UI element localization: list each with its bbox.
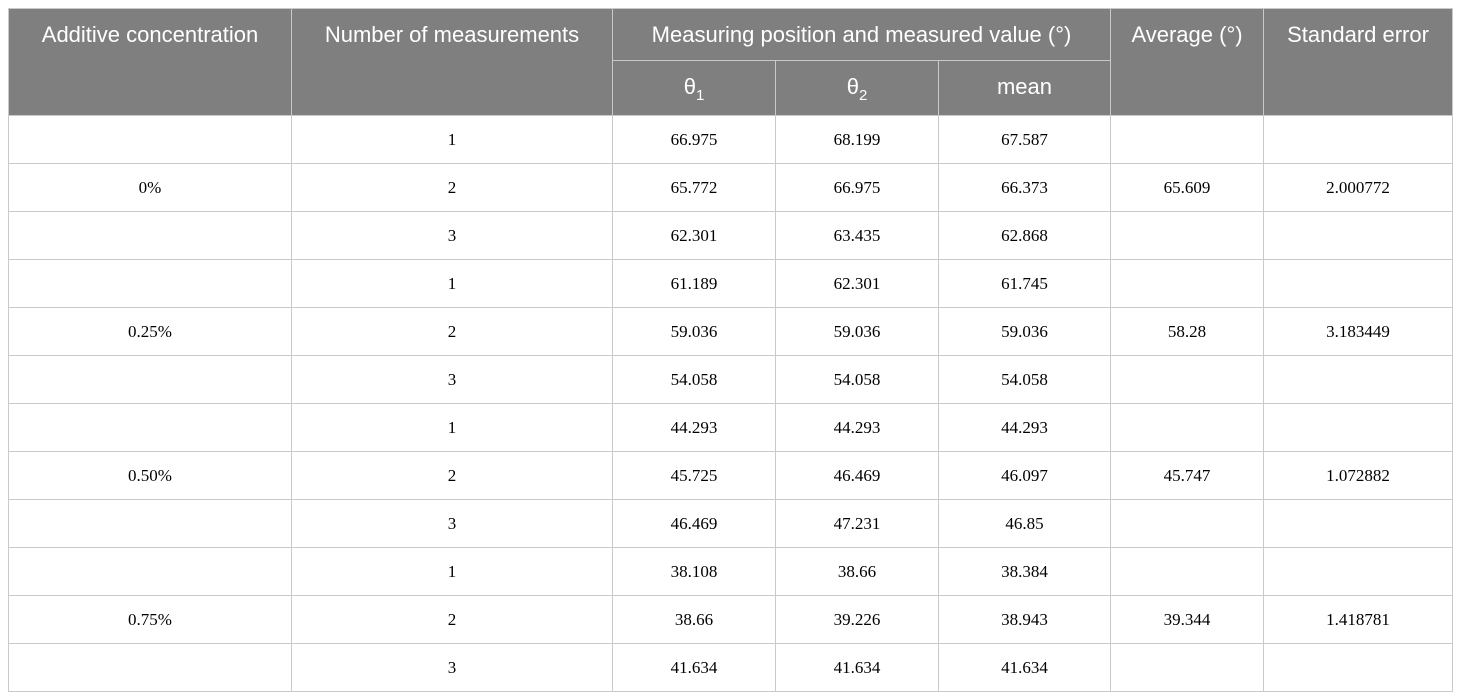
- cell-measurement-number: 2: [292, 596, 613, 644]
- cell-measurement-number: 1: [292, 548, 613, 596]
- cell-mean: 46.097: [939, 452, 1111, 500]
- header-theta1: [613, 61, 776, 116]
- cell-concentration: [9, 212, 292, 260]
- cell-measurement-number: 2: [292, 164, 613, 212]
- cell-theta1: 41.634: [613, 644, 776, 692]
- cell-measurement-number: 3: [292, 500, 613, 548]
- cell-mean: 41.634: [939, 644, 1111, 692]
- cell-theta1: 62.301: [613, 212, 776, 260]
- cell-standard-error: 2.000772: [1264, 164, 1453, 212]
- cell-theta1: 61.189: [613, 260, 776, 308]
- cell-standard-error: [1264, 260, 1453, 308]
- cell-theta1: 38.66: [613, 596, 776, 644]
- cell-average: [1111, 548, 1264, 596]
- theta2-symbol: θ: [846, 74, 859, 99]
- measurement-table: [8, 8, 1453, 692]
- cell-theta2: 68.199: [776, 116, 939, 164]
- cell-standard-error: [1264, 644, 1453, 692]
- cell-average: [1111, 116, 1264, 164]
- cell-theta1: 66.975: [613, 116, 776, 164]
- table-row: [9, 260, 1453, 308]
- cell-mean: 46.85: [939, 500, 1111, 548]
- cell-concentration: 0.50%: [9, 452, 292, 500]
- table-row: [9, 404, 1453, 452]
- cell-theta2: 54.058: [776, 356, 939, 404]
- table-row: [9, 548, 1453, 596]
- cell-average: 65.609: [1111, 164, 1264, 212]
- cell-average: 39.344: [1111, 596, 1264, 644]
- header-measuring-position: Measuring position and measured value (°): [613, 9, 1111, 61]
- cell-theta2: 39.226: [776, 596, 939, 644]
- cell-concentration: [9, 116, 292, 164]
- theta1-symbol: θ: [683, 74, 696, 99]
- cell-concentration: 0%: [9, 164, 292, 212]
- cell-theta1: 65.772: [613, 164, 776, 212]
- cell-standard-error: [1264, 212, 1453, 260]
- cell-average: [1111, 500, 1264, 548]
- cell-standard-error: [1264, 404, 1453, 452]
- table-row: [9, 212, 1453, 260]
- table-row: [9, 500, 1453, 548]
- cell-concentration: [9, 260, 292, 308]
- cell-average: 45.747: [1111, 452, 1264, 500]
- table-row: [9, 308, 1453, 356]
- header-mean: mean: [939, 61, 1111, 116]
- cell-theta1: 46.469: [613, 500, 776, 548]
- cell-mean: 67.587: [939, 116, 1111, 164]
- table-row: [9, 644, 1453, 692]
- cell-measurement-number: 3: [292, 212, 613, 260]
- header-additive-concentration: Additive concentration: [9, 9, 292, 116]
- cell-average: [1111, 404, 1264, 452]
- cell-measurement-number: 3: [292, 644, 613, 692]
- cell-measurement-number: 2: [292, 308, 613, 356]
- cell-theta1: 54.058: [613, 356, 776, 404]
- cell-mean: 54.058: [939, 356, 1111, 404]
- cell-mean: 66.373: [939, 164, 1111, 212]
- cell-theta2: 62.301: [776, 260, 939, 308]
- cell-mean: 38.943: [939, 596, 1111, 644]
- cell-standard-error: [1264, 500, 1453, 548]
- theta1-subscript: 1: [695, 87, 705, 104]
- cell-measurement-number: 1: [292, 116, 613, 164]
- cell-theta1: 59.036: [613, 308, 776, 356]
- cell-concentration: [9, 404, 292, 452]
- header-average: Average (°): [1111, 9, 1264, 116]
- table-row: [9, 164, 1453, 212]
- cell-theta2: 59.036: [776, 308, 939, 356]
- cell-concentration: [9, 500, 292, 548]
- table-row: [9, 356, 1453, 404]
- cell-measurement-number: 1: [292, 260, 613, 308]
- table-header: [9, 9, 1453, 116]
- cell-measurement-number: 2: [292, 452, 613, 500]
- cell-concentration: 0.25%: [9, 308, 292, 356]
- cell-standard-error: 3.183449: [1264, 308, 1453, 356]
- cell-mean: 44.293: [939, 404, 1111, 452]
- cell-mean: 61.745: [939, 260, 1111, 308]
- cell-average: [1111, 356, 1264, 404]
- cell-measurement-number: 1: [292, 404, 613, 452]
- cell-theta2: 47.231: [776, 500, 939, 548]
- header-number-of-measurements: Number of measurements: [292, 9, 613, 116]
- cell-theta2: 46.469: [776, 452, 939, 500]
- cell-concentration: [9, 644, 292, 692]
- cell-theta1: 38.108: [613, 548, 776, 596]
- cell-concentration: 0.75%: [9, 596, 292, 644]
- header-theta2: [776, 61, 939, 116]
- cell-theta2: 66.975: [776, 164, 939, 212]
- cell-concentration: [9, 356, 292, 404]
- cell-standard-error: [1264, 548, 1453, 596]
- cell-mean: 59.036: [939, 308, 1111, 356]
- cell-standard-error: [1264, 356, 1453, 404]
- cell-concentration: [9, 548, 292, 596]
- header-standard-error: Standard error: [1264, 9, 1453, 116]
- cell-theta2: 44.293: [776, 404, 939, 452]
- cell-measurement-number: 3: [292, 356, 613, 404]
- cell-standard-error: [1264, 116, 1453, 164]
- cell-mean: 62.868: [939, 212, 1111, 260]
- cell-theta1: 44.293: [613, 404, 776, 452]
- cell-standard-error: 1.072882: [1264, 452, 1453, 500]
- cell-standard-error: 1.418781: [1264, 596, 1453, 644]
- cell-theta1: 45.725: [613, 452, 776, 500]
- cell-mean: 38.384: [939, 548, 1111, 596]
- table-row: [9, 116, 1453, 164]
- cell-theta2: 38.66: [776, 548, 939, 596]
- table-body: [9, 116, 1453, 692]
- cell-average: [1111, 212, 1264, 260]
- cell-average: [1111, 260, 1264, 308]
- table-row: [9, 452, 1453, 500]
- cell-theta2: 41.634: [776, 644, 939, 692]
- theta2-subscript: 2: [858, 87, 868, 104]
- cell-theta2: 63.435: [776, 212, 939, 260]
- table-row: [9, 596, 1453, 644]
- cell-average: [1111, 644, 1264, 692]
- cell-average: 58.28: [1111, 308, 1264, 356]
